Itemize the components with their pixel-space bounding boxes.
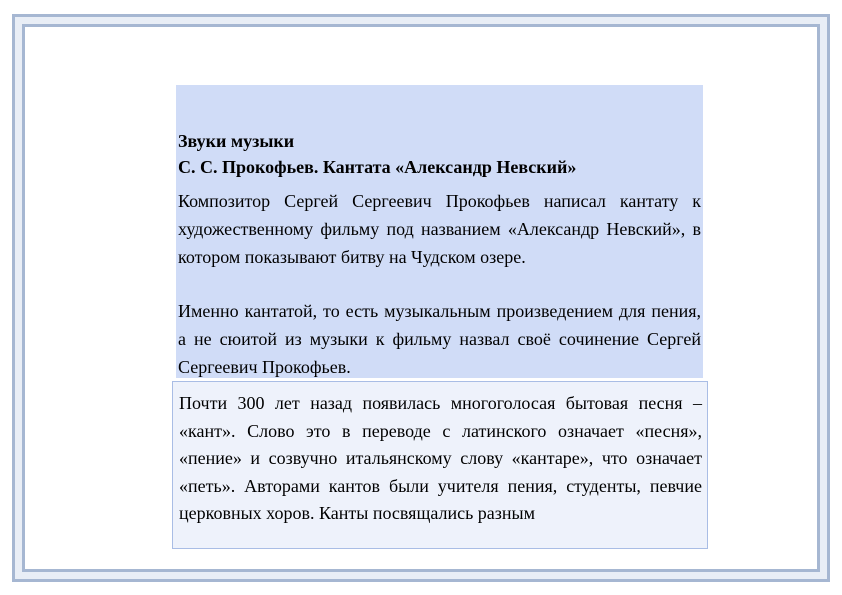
- paragraph-composer: Композитор Сергей Сергеевич Прокофьев написал кантату к художественному фильму под названием «Александр Невский», в котором показывают битву на Чудском озере.: [178, 191, 701, 267]
- slide-title: [178, 128, 701, 180]
- text-panel-bottom: [172, 381, 708, 549]
- paragraph-cantata: Именно кантатой, то есть музыкальным произведением для пения, а не сюитой из музыки к фильму назвал своё сочинение Сергей Сергеевич Прокофьев.: [178, 301, 701, 377]
- title-line-2: С. С. Прокофьев. Кантата «Александр Невский»: [178, 157, 577, 177]
- title-line-1: Звуки музыки: [178, 131, 295, 151]
- text-panel-top: [176, 85, 703, 378]
- paragraph-kant: Почти 300 лет назад появилась многоголосая бытовая песня – «кант». Слово это в переводе с латинского означает «песня», «пение» и созвучно итальянскому слову «кантаре», что означает «петь». Авторами кантов были учителя пения, студенты, певчие церковных хоров. Канты посвящались разным: [179, 393, 702, 523]
